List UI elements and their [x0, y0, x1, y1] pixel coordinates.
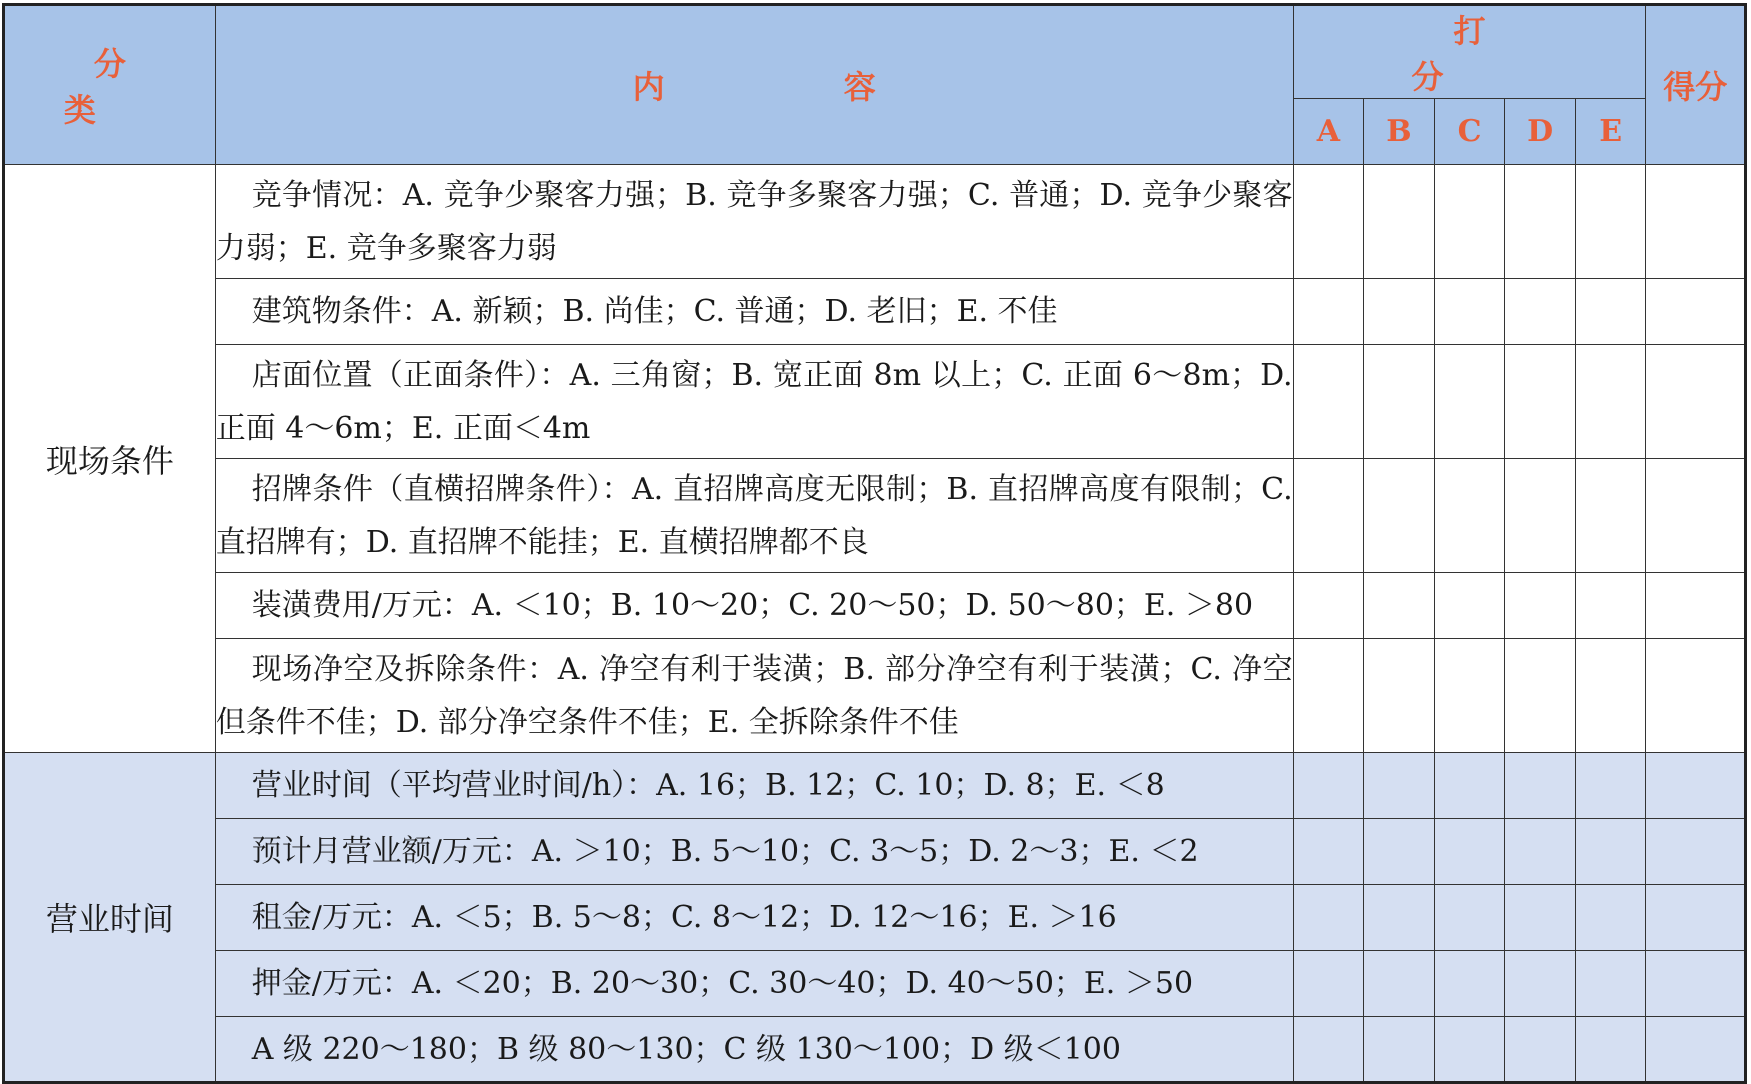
- score-total-cell[interactable]: [1646, 459, 1746, 573]
- score-total-cell[interactable]: [1646, 573, 1746, 639]
- score-total-cell[interactable]: [1646, 951, 1746, 1017]
- score-cell-c[interactable]: [1434, 951, 1505, 1017]
- score-total-cell[interactable]: [1646, 165, 1746, 279]
- score-cell-b[interactable]: [1364, 165, 1435, 279]
- store-evaluation-table: [2, 3, 1747, 1084]
- score-cell-e[interactable]: [1575, 951, 1646, 1017]
- criterion-decoration-cost: 装潢费用/万元：A. ＜10；B. 10～20；C. 20～50；D. 50～80；E. ＞80: [215, 573, 1293, 639]
- score-cell-e[interactable]: [1575, 165, 1646, 279]
- score-cell-b[interactable]: [1364, 573, 1435, 639]
- score-cell-e[interactable]: [1575, 459, 1646, 573]
- score-cell-e[interactable]: [1575, 345, 1646, 459]
- header-content: 内 容: [215, 5, 1293, 165]
- score-cell-a[interactable]: [1293, 753, 1364, 819]
- score-cell-a[interactable]: [1293, 819, 1364, 885]
- score-cell-a[interactable]: [1293, 459, 1364, 573]
- score-cell-c[interactable]: [1434, 753, 1505, 819]
- score-cell-c[interactable]: [1434, 1017, 1505, 1083]
- score-cell-b[interactable]: [1364, 885, 1435, 951]
- criterion-deposit: 押金/万元：A. ＜20；B. 20～30；C. 30～40；D. 40～50；E. ＞50: [215, 951, 1293, 1017]
- table-row: [4, 753, 1746, 819]
- section-label-business: 营业时间: [4, 753, 216, 1083]
- score-cell-a[interactable]: [1293, 951, 1364, 1017]
- score-cell-b[interactable]: [1364, 345, 1435, 459]
- criterion-building: 建筑物条件：A. 新颖；B. 尚佳；C. 普通；D. 老旧；E. 不佳: [215, 279, 1293, 345]
- score-cell-e[interactable]: [1575, 573, 1646, 639]
- table-row: [4, 573, 1746, 639]
- score-cell-c[interactable]: [1434, 573, 1505, 639]
- table-row: [4, 951, 1746, 1017]
- score-cell-a[interactable]: [1293, 1017, 1364, 1083]
- criterion-signboard: 招牌条件（直横招牌条件）：A. 直招牌高度无限制；B. 直招牌高度有限制；C. 直招牌有；D. 直招牌不能挂；E. 直横招牌都不良: [215, 459, 1293, 573]
- table-row: [4, 885, 1746, 951]
- score-cell-e[interactable]: [1575, 819, 1646, 885]
- score-total-cell[interactable]: [1646, 885, 1746, 951]
- table-row: [4, 1017, 1746, 1083]
- header-category: 分 类: [4, 5, 216, 165]
- table-row: [4, 345, 1746, 459]
- score-cell-a[interactable]: [1293, 885, 1364, 951]
- criterion-business-hours: 营业时间（平均营业时间/h）：A. 16；B. 12；C. 10；D. 8；E. ＜8: [215, 753, 1293, 819]
- criterion-grade-levels: A 级 220～180；B 级 80～130；C 级 130～100；D 级＜100: [215, 1017, 1293, 1083]
- table-row: [4, 165, 1746, 279]
- score-cell-d[interactable]: [1505, 819, 1576, 885]
- score-total-cell[interactable]: [1646, 1017, 1746, 1083]
- header-scoring: 打 分: [1293, 5, 1646, 99]
- header-grade-b: B: [1364, 99, 1435, 165]
- criterion-rent: 租金/万元：A. ＜5；B. 5～8；C. 8～12；D. 12～16；E. ＞16: [215, 885, 1293, 951]
- score-cell-d[interactable]: [1505, 573, 1576, 639]
- score-cell-d[interactable]: [1505, 951, 1576, 1017]
- score-cell-b[interactable]: [1364, 459, 1435, 573]
- score-cell-d[interactable]: [1505, 753, 1576, 819]
- criterion-storefront: 店面位置（正面条件）：A. 三角窗；B. 宽正面 8m 以上；C. 正面 6～8m；D. 正面 4～6m；E. 正面＜4m: [215, 345, 1293, 459]
- score-cell-d[interactable]: [1505, 279, 1576, 345]
- score-cell-b[interactable]: [1364, 819, 1435, 885]
- score-cell-b[interactable]: [1364, 1017, 1435, 1083]
- score-cell-a[interactable]: [1293, 573, 1364, 639]
- score-cell-c[interactable]: [1434, 165, 1505, 279]
- table-row: [4, 639, 1746, 753]
- score-total-cell[interactable]: [1646, 753, 1746, 819]
- score-total-cell[interactable]: [1646, 345, 1746, 459]
- score-cell-e[interactable]: [1575, 1017, 1646, 1083]
- table-row: [4, 819, 1746, 885]
- score-cell-d[interactable]: [1505, 1017, 1576, 1083]
- score-total-cell[interactable]: [1646, 819, 1746, 885]
- score-cell-c[interactable]: [1434, 819, 1505, 885]
- header-grade-e: E: [1575, 99, 1646, 165]
- header-row-top: [4, 5, 1746, 99]
- score-cell-d[interactable]: [1505, 459, 1576, 573]
- score-cell-b[interactable]: [1364, 753, 1435, 819]
- score-cell-c[interactable]: [1434, 885, 1505, 951]
- header-grade-d: D: [1505, 99, 1576, 165]
- table-row: [4, 459, 1746, 573]
- score-cell-b[interactable]: [1364, 951, 1435, 1017]
- section-label-site: 现场条件: [4, 165, 216, 753]
- score-cell-d[interactable]: [1505, 165, 1576, 279]
- criterion-monthly-revenue: 预计月营业额/万元：A. ＞10；B. 5～10；C. 3～5；D. 2～3；E. ＜2: [215, 819, 1293, 885]
- score-total-cell[interactable]: [1646, 279, 1746, 345]
- score-cell-a[interactable]: [1293, 639, 1364, 753]
- score-cell-c[interactable]: [1434, 639, 1505, 753]
- score-cell-a[interactable]: [1293, 345, 1364, 459]
- score-cell-e[interactable]: [1575, 885, 1646, 951]
- header-grade-c: C: [1434, 99, 1505, 165]
- criterion-clearance: 现场净空及拆除条件：A. 净空有利于装潢；B. 部分净空有利于装潢；C. 净空但条件不佳；D. 部分净空条件不佳；E. 全拆除条件不佳: [215, 639, 1293, 753]
- score-cell-a[interactable]: [1293, 279, 1364, 345]
- score-cell-c[interactable]: [1434, 279, 1505, 345]
- score-cell-b[interactable]: [1364, 279, 1435, 345]
- score-cell-d[interactable]: [1505, 885, 1576, 951]
- score-cell-d[interactable]: [1505, 639, 1576, 753]
- score-cell-e[interactable]: [1575, 279, 1646, 345]
- criterion-competition: 竞争情况：A. 竞争少聚客力强；B. 竞争多聚客力强；C. 普通；D. 竞争少聚客力弱；E. 竞争多聚客力弱: [215, 165, 1293, 279]
- table-row: [4, 279, 1746, 345]
- score-cell-e[interactable]: [1575, 753, 1646, 819]
- score-cell-d[interactable]: [1505, 345, 1576, 459]
- score-total-cell[interactable]: [1646, 639, 1746, 753]
- score-cell-a[interactable]: [1293, 165, 1364, 279]
- header-score: 得分: [1646, 5, 1746, 165]
- score-cell-c[interactable]: [1434, 459, 1505, 573]
- score-cell-e[interactable]: [1575, 639, 1646, 753]
- score-cell-b[interactable]: [1364, 639, 1435, 753]
- header-grade-a: A: [1293, 99, 1364, 165]
- score-cell-c[interactable]: [1434, 345, 1505, 459]
